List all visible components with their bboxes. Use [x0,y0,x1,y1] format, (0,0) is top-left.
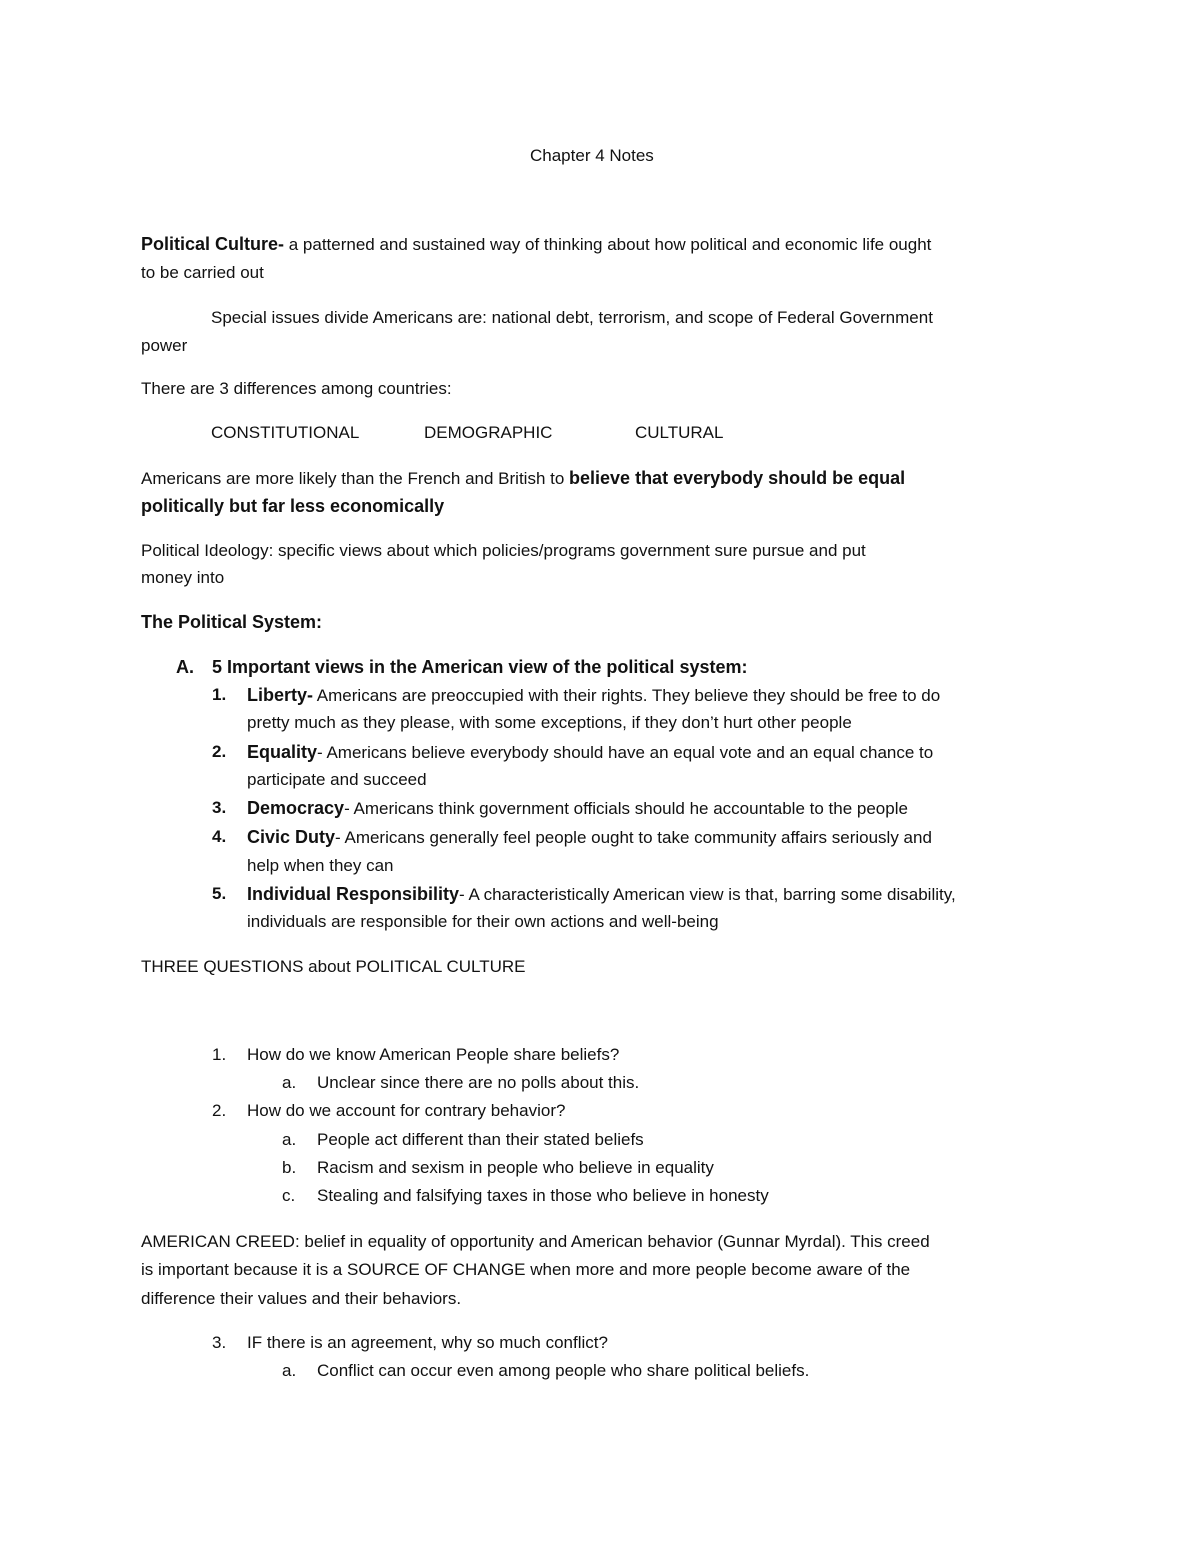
view-term: Liberty- [247,685,314,705]
view-text-cont: individuals are responsible for their own actions and well-being [247,912,719,931]
special-issues-line2: power [141,336,188,355]
view-item-liberty [247,684,940,707]
view-number: 5. [212,884,227,903]
view-text: - Americans generally feel people ought to take community affairs seriously and [335,828,932,847]
political-culture-line1 [141,233,931,256]
sub-text: Racism and sexism in people who believe in equality [317,1158,714,1177]
american-creed-line3: difference their values and their behaviors. [141,1289,462,1308]
view-item-individual-responsibility [247,883,956,906]
american-creed-line2: is important because it is a SOURCE OF CHANGE when more and more people become aware of the [141,1260,911,1279]
view-number: 4. [212,827,227,846]
view-text-cont: participate and succeed [247,770,427,789]
differences-intro: There are 3 differences among countries: [141,379,452,398]
question-number: 3. [212,1333,227,1352]
sub-letter: b. [282,1158,297,1177]
page-title: Chapter 4 Notes [530,146,654,165]
sub-text: Conflict can occur even among people who share political beliefs. [317,1361,810,1380]
political-culture-def1: a patterned and sustained way of thinking about how political and economic life ought [284,235,932,254]
view-number: 1. [212,685,227,704]
view-text-cont: help when they can [247,856,394,875]
political-culture-def2: to be carried out [141,263,264,282]
section-a-marker: A. [176,657,194,677]
view-term: Equality [247,742,318,762]
view-text: - Americans believe everybody should have an equal vote and an equal chance to [317,743,934,762]
political-culture-term: Political Culture- [141,234,285,254]
sub-text: Unclear since there are no polls about this. [317,1073,640,1092]
view-text-cont: pretty much as they please, with some exceptions, if they don’t hurt other people [247,713,852,732]
view-number: 2. [212,742,227,761]
view-item-civic-duty [247,826,932,849]
difference-demographic: DEMOGRAPHIC [424,423,553,442]
view-term: Individual Responsibility [247,884,460,904]
view-item-democracy [247,797,908,820]
ideology-line1: Political Ideology: specific views about which policies/programs government sure pursue and put [141,541,866,560]
special-issues-line1: Special issues divide Americans are: national debt, terrorism, and scope of Federal Government [211,308,933,327]
view-number: 3. [212,798,227,817]
view-item-equality [247,741,933,764]
three-questions-heading: THREE QUESTIONS about POLITICAL CULTURE [141,957,526,976]
sub-text: People act different than their stated beliefs [317,1130,644,1149]
view-term: Democracy [247,798,345,818]
question-number: 1. [212,1045,227,1064]
view-text: - Americans think government officials should he accountable to the people [344,799,908,818]
question-number: 2. [212,1101,227,1120]
sub-letter: a. [282,1073,297,1092]
section-a-title: 5 Important views in the American view of the political system: [212,657,748,677]
americans-likely-normal: Americans are more likely than the French and British to [141,469,570,488]
sub-letter: a. [282,1130,297,1149]
question-text: How do we know American People share beliefs? [247,1045,620,1064]
american-creed-line1: AMERICAN CREED: belief in equality of opportunity and American behavior (Gunnar Myrdal). This creed [141,1232,930,1251]
americans-likely-bold1: believe that everybody should be equal [569,468,906,488]
difference-constitutional: CONSTITUTIONAL [211,423,360,442]
view-text: Americans are preoccupied with their rights. They believe they should be free to do [313,686,941,705]
americans-likely-bold2: politically but far less economically [141,496,445,516]
view-text: - A characteristically American view is that, barring some disability, [459,885,956,904]
question-text: IF there is an agreement, why so much conflict? [247,1333,608,1352]
americans-likely-line1 [141,467,905,490]
difference-cultural: CULTURAL [635,423,724,442]
view-term: Civic Duty [247,827,336,847]
sub-letter: a. [282,1361,297,1380]
sub-letter: c. [282,1186,296,1205]
political-system-heading: The Political System: [141,612,323,632]
question-text: How do we account for contrary behavior? [247,1101,566,1120]
ideology-line2: money into [141,568,225,587]
sub-text: Stealing and falsifying taxes in those who believe in honesty [317,1186,769,1205]
